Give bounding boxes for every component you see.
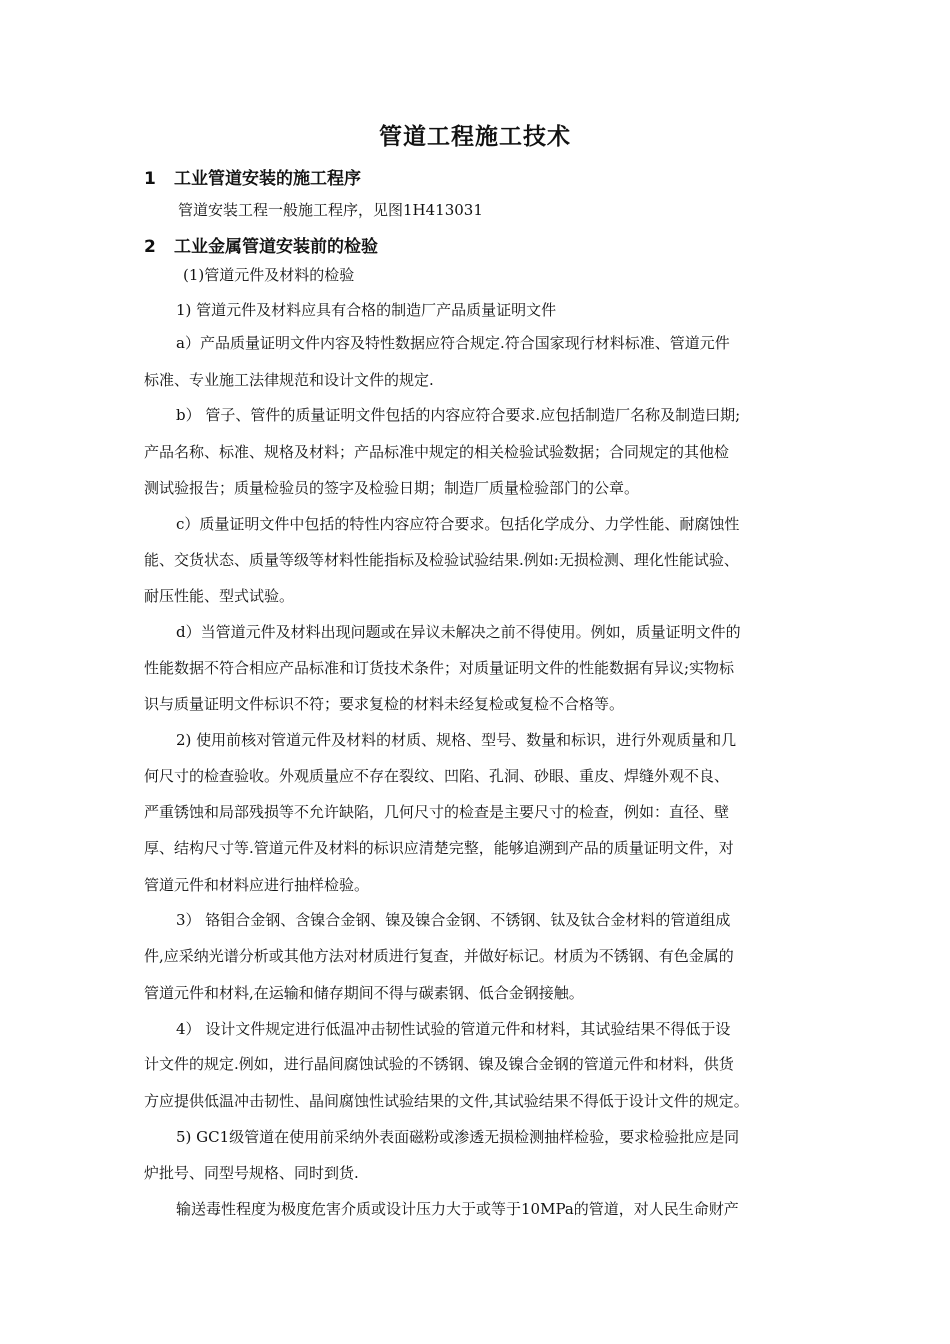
paragraph-line: 管道元件和材料,在运输和储存期间不得与碳素钢、低合金钢接触。: [144, 984, 584, 1002]
section-title: 工业管道安装的施工程序: [174, 169, 361, 189]
paragraph-line: 耐压性能、型式试验。: [144, 587, 295, 605]
paragraph-line: d）当管道元件及材料出现问题或在异议未解决之前不得使用。例如，质量证明文件的: [176, 623, 741, 641]
paragraph-line: b） 管子、管件的质量证明文件包括的内容应符合要求.应包括制造厂名称及制造曰期;: [176, 406, 741, 424]
paragraph-line: 测试验报告；质量检验员的签字及检验日期；制造厂质量检验部门的公章。: [144, 479, 640, 497]
paragraph-line: 严重锈蚀和局部残损等不允许缺陷，几何尺寸的检查是主要尺寸的检查，例如：直径、壁: [144, 803, 730, 821]
paragraph-line: 能、交货状态、质量等级等材料性能指标及检验试验结果.例如:无损检测、理化性能试验、: [144, 551, 739, 569]
section-heading-2: [144, 232, 378, 257]
paragraph-line: 何尺寸的检查验收。外观质量应不存在裂纹、凹陷、孔洞、砂眼、重皮、焊缝外观不良、: [144, 767, 730, 785]
paragraph-line: 产品名称、标准、规格及材料；产品标准中规定的相关检验试验数据；合同规定的其他检: [144, 443, 730, 461]
paragraph-line: 输送毒性程度为极度危害介质或设计压力大于或等于10MPa的管道，对人民生命财产: [176, 1200, 739, 1218]
document-title: 管道工程施工技术: [379, 124, 571, 150]
paragraph-line: 4） 设计文件规定进行低温冲击韧性试验的管道元件和材料，其试验结果不得低于设: [176, 1020, 731, 1038]
section-title: 工业金属管道安装前的检验: [174, 237, 378, 257]
paragraph-line: 管道安装工程一般施工程序，见图1H413031: [178, 201, 483, 219]
paragraph-line: 识与质量证明文件标识不符；要求复检的材料未经复检或复检不合格等。: [144, 695, 625, 713]
paragraph-line: c）质量证明文件中包括的特性内容应符合要求。包括化学成分、力学性能、耐腐蚀性: [176, 515, 740, 533]
paragraph-line: 方应提供低温冲击韧性、晶间腐蚀性试验结果的文件,其试验结果不得低于设计文件的规定。: [144, 1092, 749, 1110]
paragraph-line: 性能数据不符合相应产品标准和订货技术条件；对质量证明文件的性能数据有异议;实物标: [144, 659, 735, 677]
paragraph-line: 3） 铬钼合金钢、含镍合金钢、镍及镍合金钢、不锈钢、钛及钛合金材料的管道组成: [176, 911, 731, 929]
paragraph-line: 1) 管道元件及材料应具有合格的制造厂产品质量证明文件: [176, 301, 557, 319]
paragraph-line: 管道元件和材料应进行抽样检验。: [144, 876, 370, 894]
paragraph-line: 件,应采纳光谱分析或其他方法对材质进行复查，并做好标记。材质为不锈钢、有色金属的: [144, 947, 734, 965]
paragraph-line: 厚、结构尺寸等.管道元件及材料的标识应清楚完整，能够追溯到产品的质量证明文件，对: [144, 839, 734, 857]
section-number: 1: [144, 169, 156, 189]
paragraph-line: 5) GC1级管道在使用前采纳外表面磁粉或渗透无损检测抽样检验，要求检验批应是同: [176, 1128, 740, 1146]
paragraph-line: 计文件的规定.例如，进行晶间腐蚀试验的不锈钢、镍及镍合金钢的管道元件和材料，供货: [144, 1055, 734, 1073]
paragraph-line: (1)管道元件及材料的检验: [183, 266, 355, 284]
paragraph-line: 标准、专业施工法律规范和设计文件的规定.: [144, 371, 434, 389]
paragraph-line: a）产品质量证明文件内容及特性数据应符合规定.符合国家现行材料标准、管道元件: [176, 334, 730, 352]
paragraph-line: 2) 使用前核对管道元件及材料的材质、规格、型号、数量和标识，进行外观质量和几: [176, 731, 737, 749]
section-number: 2: [144, 237, 156, 257]
paragraph-line: 炉批号、同型号规格、同时到货.: [144, 1164, 359, 1182]
section-heading-1: [144, 164, 361, 189]
